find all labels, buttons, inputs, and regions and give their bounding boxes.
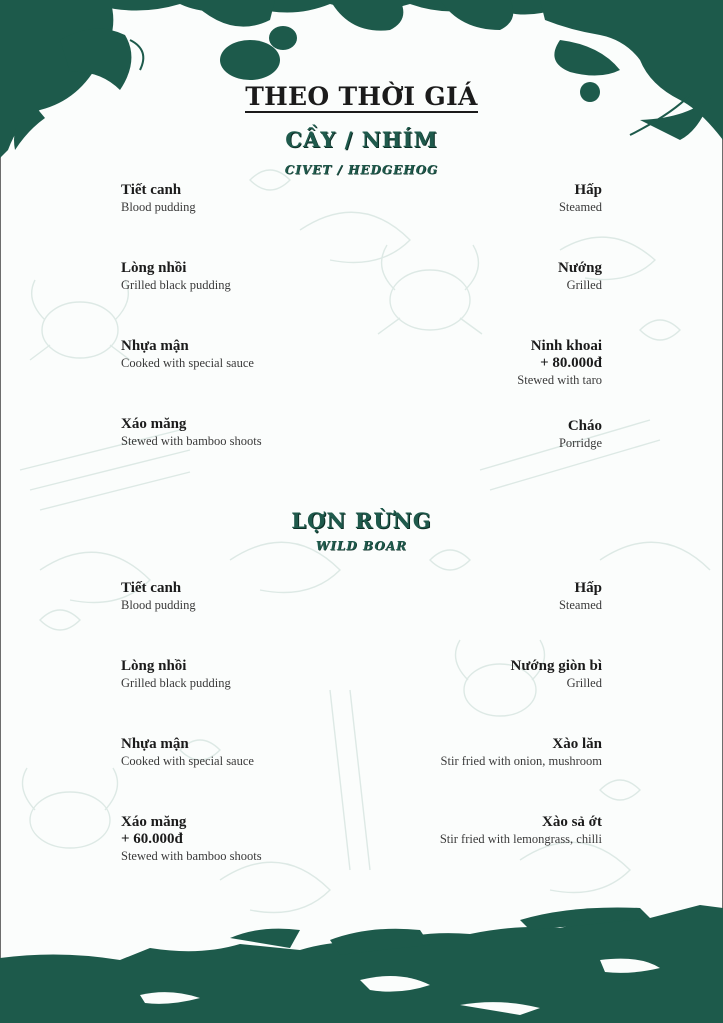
menu-item-description: Blood pudding bbox=[121, 598, 196, 612]
section-subtitle-wild-boar: WILD BOAR bbox=[315, 539, 408, 553]
menu-item bbox=[121, 580, 196, 613]
menu-item-description: Stir fried with onion, mushroom bbox=[440, 754, 602, 768]
menu-item-name: Ninh khoai bbox=[530, 338, 602, 354]
menu-item bbox=[440, 814, 602, 847]
menu-item-name: Xáo măng bbox=[121, 814, 187, 830]
menu-item-description: Blood pudding bbox=[121, 200, 196, 214]
menu-item-price: + 80.000đ bbox=[540, 355, 602, 371]
menu-item bbox=[517, 338, 602, 388]
menu-item-description: Steamed bbox=[558, 598, 602, 612]
menu-item-name: Nhựa mận bbox=[121, 338, 189, 354]
menu-item-description: Stewed with bamboo shoots bbox=[121, 434, 262, 448]
menu-item bbox=[121, 416, 262, 449]
page-title: THEO THỜI GIÁ bbox=[245, 82, 478, 111]
menu-item-description: Stewed with bamboo shoots bbox=[121, 849, 262, 863]
menu-item bbox=[441, 736, 602, 769]
menu-item-name: Nhựa mận bbox=[121, 736, 189, 752]
menu-item-name: Lòng nhồi bbox=[121, 260, 187, 276]
menu-item bbox=[559, 580, 602, 613]
menu-item-description: Stir fried with lemongrass, chilli bbox=[439, 832, 602, 846]
menu-item bbox=[121, 182, 196, 215]
section-title-civet-hedgehog: CẦY / NHÍM bbox=[285, 127, 438, 152]
menu-item-description: Grilled black pudding bbox=[121, 278, 231, 292]
menu-item-description: Stewed with taro bbox=[517, 373, 602, 387]
menu-item-name: Lòng nhồi bbox=[121, 658, 187, 674]
menu-item-name: Xào lăn bbox=[552, 736, 602, 752]
menu-item-description: Cooked with special sauce bbox=[121, 754, 254, 768]
menu-item bbox=[121, 814, 262, 864]
menu-item bbox=[121, 260, 231, 293]
menu-item-name: Cháo bbox=[567, 418, 602, 434]
menu-item-name: Tiết canh bbox=[121, 580, 182, 596]
menu-item-description: Grilled bbox=[566, 278, 602, 292]
menu-item bbox=[510, 658, 602, 691]
menu-item-name: Nướng bbox=[558, 260, 602, 276]
menu-item bbox=[121, 338, 254, 371]
menu-item-description: Cooked with special sauce bbox=[121, 356, 254, 370]
menu-item-name: Xào sả ớt bbox=[542, 814, 602, 830]
section-title-wild-boar: LỢN RỪNG bbox=[291, 508, 432, 533]
menu-item-name: Tiết canh bbox=[121, 182, 182, 198]
menu-item-description: Porridge bbox=[558, 436, 602, 450]
menu-item bbox=[558, 260, 602, 293]
menu-item bbox=[121, 736, 254, 769]
menu-item-name: Hấp bbox=[574, 580, 602, 596]
menu-item bbox=[559, 418, 602, 451]
menu-item-name: Nướng giòn bì bbox=[510, 658, 602, 674]
menu-item-description: Grilled bbox=[566, 676, 602, 690]
menu-item-name: Hấp bbox=[574, 182, 602, 198]
section-subtitle-civet-hedgehog: CIVET / HEDGEHOG bbox=[284, 163, 439, 177]
menu-item-price: + 60.000đ bbox=[121, 831, 183, 847]
menu-item-description: Steamed bbox=[558, 200, 602, 214]
menu-item bbox=[559, 182, 602, 215]
menu-item-description: Grilled black pudding bbox=[121, 676, 231, 690]
menu-item bbox=[121, 658, 231, 691]
menu-item-name: Xáo măng bbox=[121, 416, 187, 432]
